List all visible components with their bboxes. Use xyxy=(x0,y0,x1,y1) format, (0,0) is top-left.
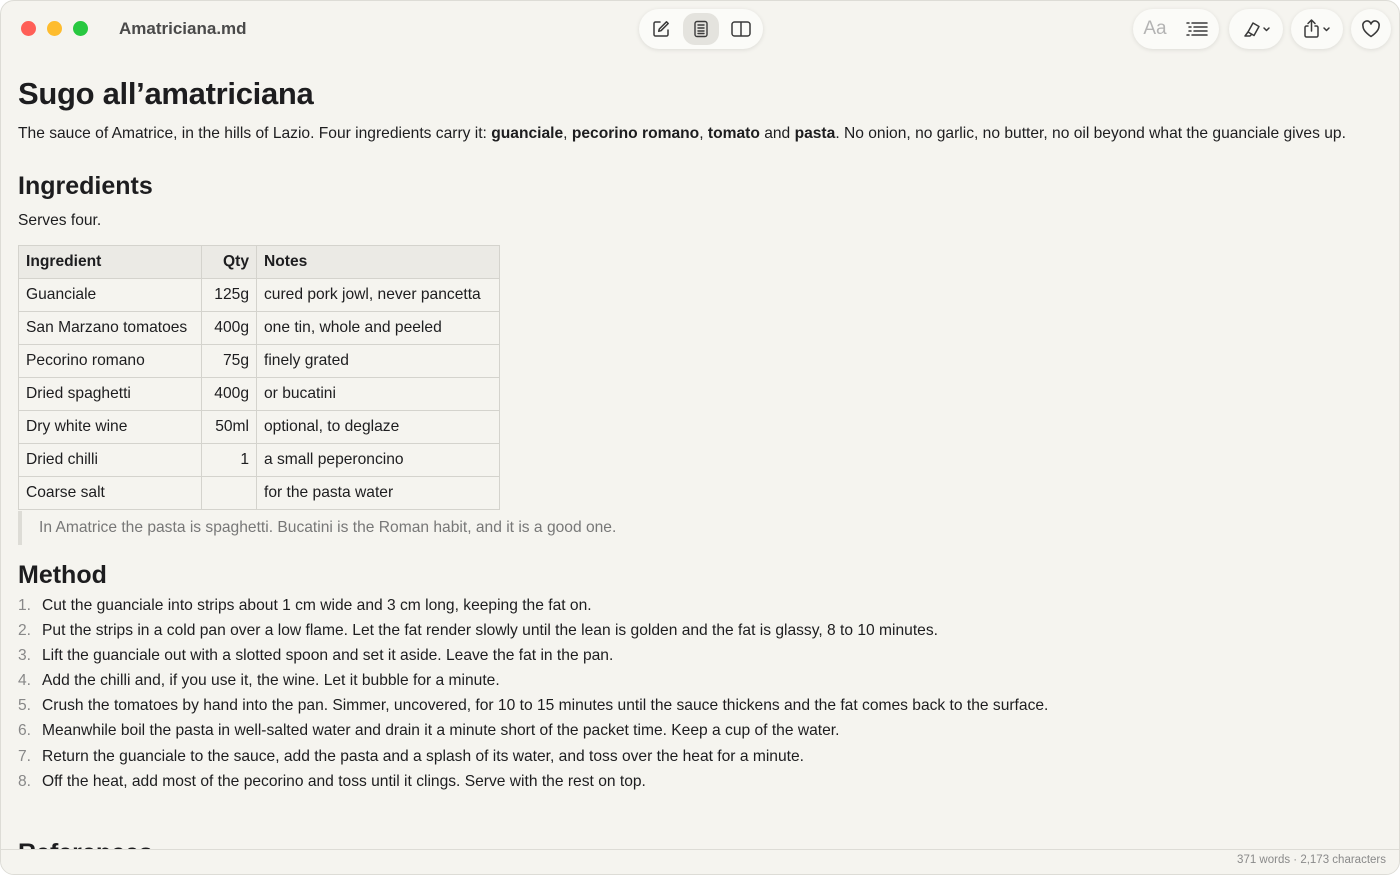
method-step xyxy=(18,693,1379,718)
split-view-icon xyxy=(730,19,752,39)
share-group xyxy=(1291,9,1343,49)
step-text: Put the strips in a cold pan over a low flame. Let the fat render slowly until the lean is golden and the fat is glassy, 8 to 10 minutes. xyxy=(42,622,938,640)
serves-text: Serves four. xyxy=(18,212,102,229)
method-step xyxy=(18,593,1379,618)
step-text: Lift the guanciale out with a slotted spoon and set it aside. Leave the fat in the pan. xyxy=(42,647,614,665)
cell-ingredient: Coarse salt xyxy=(19,477,202,510)
intro-text: The sauce of Amatrice, in the hills of Lazio. Four ingredients carry it: xyxy=(18,125,492,142)
method-step xyxy=(18,769,1379,794)
method-step xyxy=(18,668,1379,693)
document-content xyxy=(18,71,1379,794)
highlighter-group xyxy=(1229,9,1283,49)
step-number: 2. xyxy=(18,622,32,640)
cell-qty: 1 xyxy=(202,444,257,477)
bold-ingredient: pecorino romano xyxy=(571,125,700,142)
cell-ingredient: Dried chilli xyxy=(19,444,202,477)
method-step xyxy=(18,744,1379,769)
highlighter-icon xyxy=(1240,19,1272,39)
edit-icon xyxy=(651,19,671,39)
step-number: 1. xyxy=(18,597,32,614)
edit-mode-button[interactable] xyxy=(643,13,679,45)
cell-notes: or bucatini xyxy=(257,378,500,411)
document-title: Amatriciana.md xyxy=(119,19,247,38)
heart-icon xyxy=(1361,20,1381,38)
step-text: Off the heat, add most of the pecorino and toss until it clings. Serve with the rest on top. xyxy=(42,772,646,790)
cell-notes: one tin, whole and peeled xyxy=(257,312,500,345)
table-header-row xyxy=(19,246,500,279)
cell-qty: 400g xyxy=(202,312,257,345)
table-row xyxy=(19,345,500,378)
step-text: Crush the tomatoes by hand into the pan. Simmer, uncovered, for 10 to 15 minutes until the sauce thickens and the fat comes back to the surface. xyxy=(42,697,1049,715)
cell-qty: 125g xyxy=(202,279,257,312)
preview-icon xyxy=(691,19,711,39)
table-row xyxy=(19,477,500,510)
favorite-button[interactable] xyxy=(1354,13,1388,45)
step-number: 7. xyxy=(18,747,32,765)
favorite-group xyxy=(1351,9,1391,49)
cell-ingredient: Guanciale xyxy=(19,279,202,312)
intro-text: , xyxy=(699,125,708,142)
method-step xyxy=(18,718,1379,743)
column-header-notes: Notes xyxy=(257,246,500,279)
bold-ingredient: pasta xyxy=(794,125,836,142)
minimize-window-button[interactable] xyxy=(47,21,62,36)
bold-ingredient: tomato xyxy=(707,125,760,142)
format-group xyxy=(1133,9,1219,49)
column-header-ingredient: Ingredient xyxy=(19,246,202,279)
intro-paragraph xyxy=(18,123,1379,145)
step-text: Add the chilli and, if you use it, the wine. Let it bubble for a minute. xyxy=(42,672,500,690)
bold-ingredient: guanciale xyxy=(491,125,564,142)
method-heading: Method xyxy=(18,561,107,589)
table-row xyxy=(19,378,500,411)
status-bar xyxy=(1,849,1399,874)
cell-qty: 75g xyxy=(202,345,257,378)
document-heading: Sugo all’amatriciana xyxy=(18,76,314,111)
view-mode-group xyxy=(639,9,763,49)
share-icon xyxy=(1301,18,1333,40)
method-step xyxy=(18,643,1379,668)
cell-notes: for the pasta water xyxy=(257,477,500,510)
step-text: Meanwhile boil the pasta in well-salted water and drain it a minute short of the packet time. Keep a cup of the water. xyxy=(42,722,840,740)
table-body xyxy=(19,279,500,510)
preview-mode-button[interactable] xyxy=(683,13,719,45)
step-number: 8. xyxy=(18,772,32,790)
cell-notes: finely grated xyxy=(257,345,500,378)
step-text: Return the guanciale to the sauce, add the pasta and a splash of its water, and toss over the heat for a minute. xyxy=(42,747,804,765)
column-header-qty: Qty xyxy=(202,246,257,279)
title-bar xyxy=(1,1,1399,59)
close-window-button[interactable] xyxy=(21,21,36,36)
zoom-window-button[interactable] xyxy=(73,21,88,36)
intro-text: and xyxy=(759,125,795,142)
step-text: Cut the guanciale into strips about 1 cm wide and 3 cm long, keeping the fat on. xyxy=(42,597,592,614)
cell-ingredient: Pecorino romano xyxy=(19,345,202,378)
method-steps xyxy=(18,593,1379,794)
table-row xyxy=(19,279,500,312)
table-row xyxy=(19,411,500,444)
cell-qty: 400g xyxy=(202,378,257,411)
outline-button[interactable] xyxy=(1179,13,1215,45)
step-number: 3. xyxy=(18,647,32,665)
step-number: 6. xyxy=(18,722,32,740)
share-button[interactable] xyxy=(1294,13,1340,45)
method-step xyxy=(18,618,1379,643)
cell-ingredient: Dry white wine xyxy=(19,411,202,444)
step-number: 5. xyxy=(18,697,32,715)
cell-ingredient: San Marzano tomatoes xyxy=(19,312,202,345)
ingredients-heading: Ingredients xyxy=(18,172,153,200)
cell-notes: optional, to deglaze xyxy=(257,411,500,444)
font-button[interactable]: Aa xyxy=(1143,18,1167,39)
word-count: 371 words · 2,173 characters xyxy=(1237,854,1386,866)
intro-text: . No onion, no garlic, no butter, no oil beyond what the guanciale gives up. xyxy=(835,125,1346,142)
cell-notes: cured pork jowl, never pancetta xyxy=(257,279,500,312)
cell-qty xyxy=(202,477,257,510)
outline-icon xyxy=(1185,20,1209,38)
window-controls xyxy=(21,21,88,36)
cell-ingredient: Dried spaghetti xyxy=(19,378,202,411)
table-row xyxy=(19,444,500,477)
highlighter-button[interactable] xyxy=(1233,13,1279,45)
ingredients-table xyxy=(18,245,500,510)
step-number: 4. xyxy=(18,672,32,690)
cell-qty: 50ml xyxy=(202,411,257,444)
split-view-button[interactable] xyxy=(723,13,759,45)
cell-notes: a small peperoncino xyxy=(257,444,500,477)
blockquote: In Amatrice the pasta is spaghetti. Bucatini is the Roman habit, and it is a good one. xyxy=(18,511,1379,545)
intro-text: , xyxy=(563,125,572,142)
table-row xyxy=(19,312,500,345)
